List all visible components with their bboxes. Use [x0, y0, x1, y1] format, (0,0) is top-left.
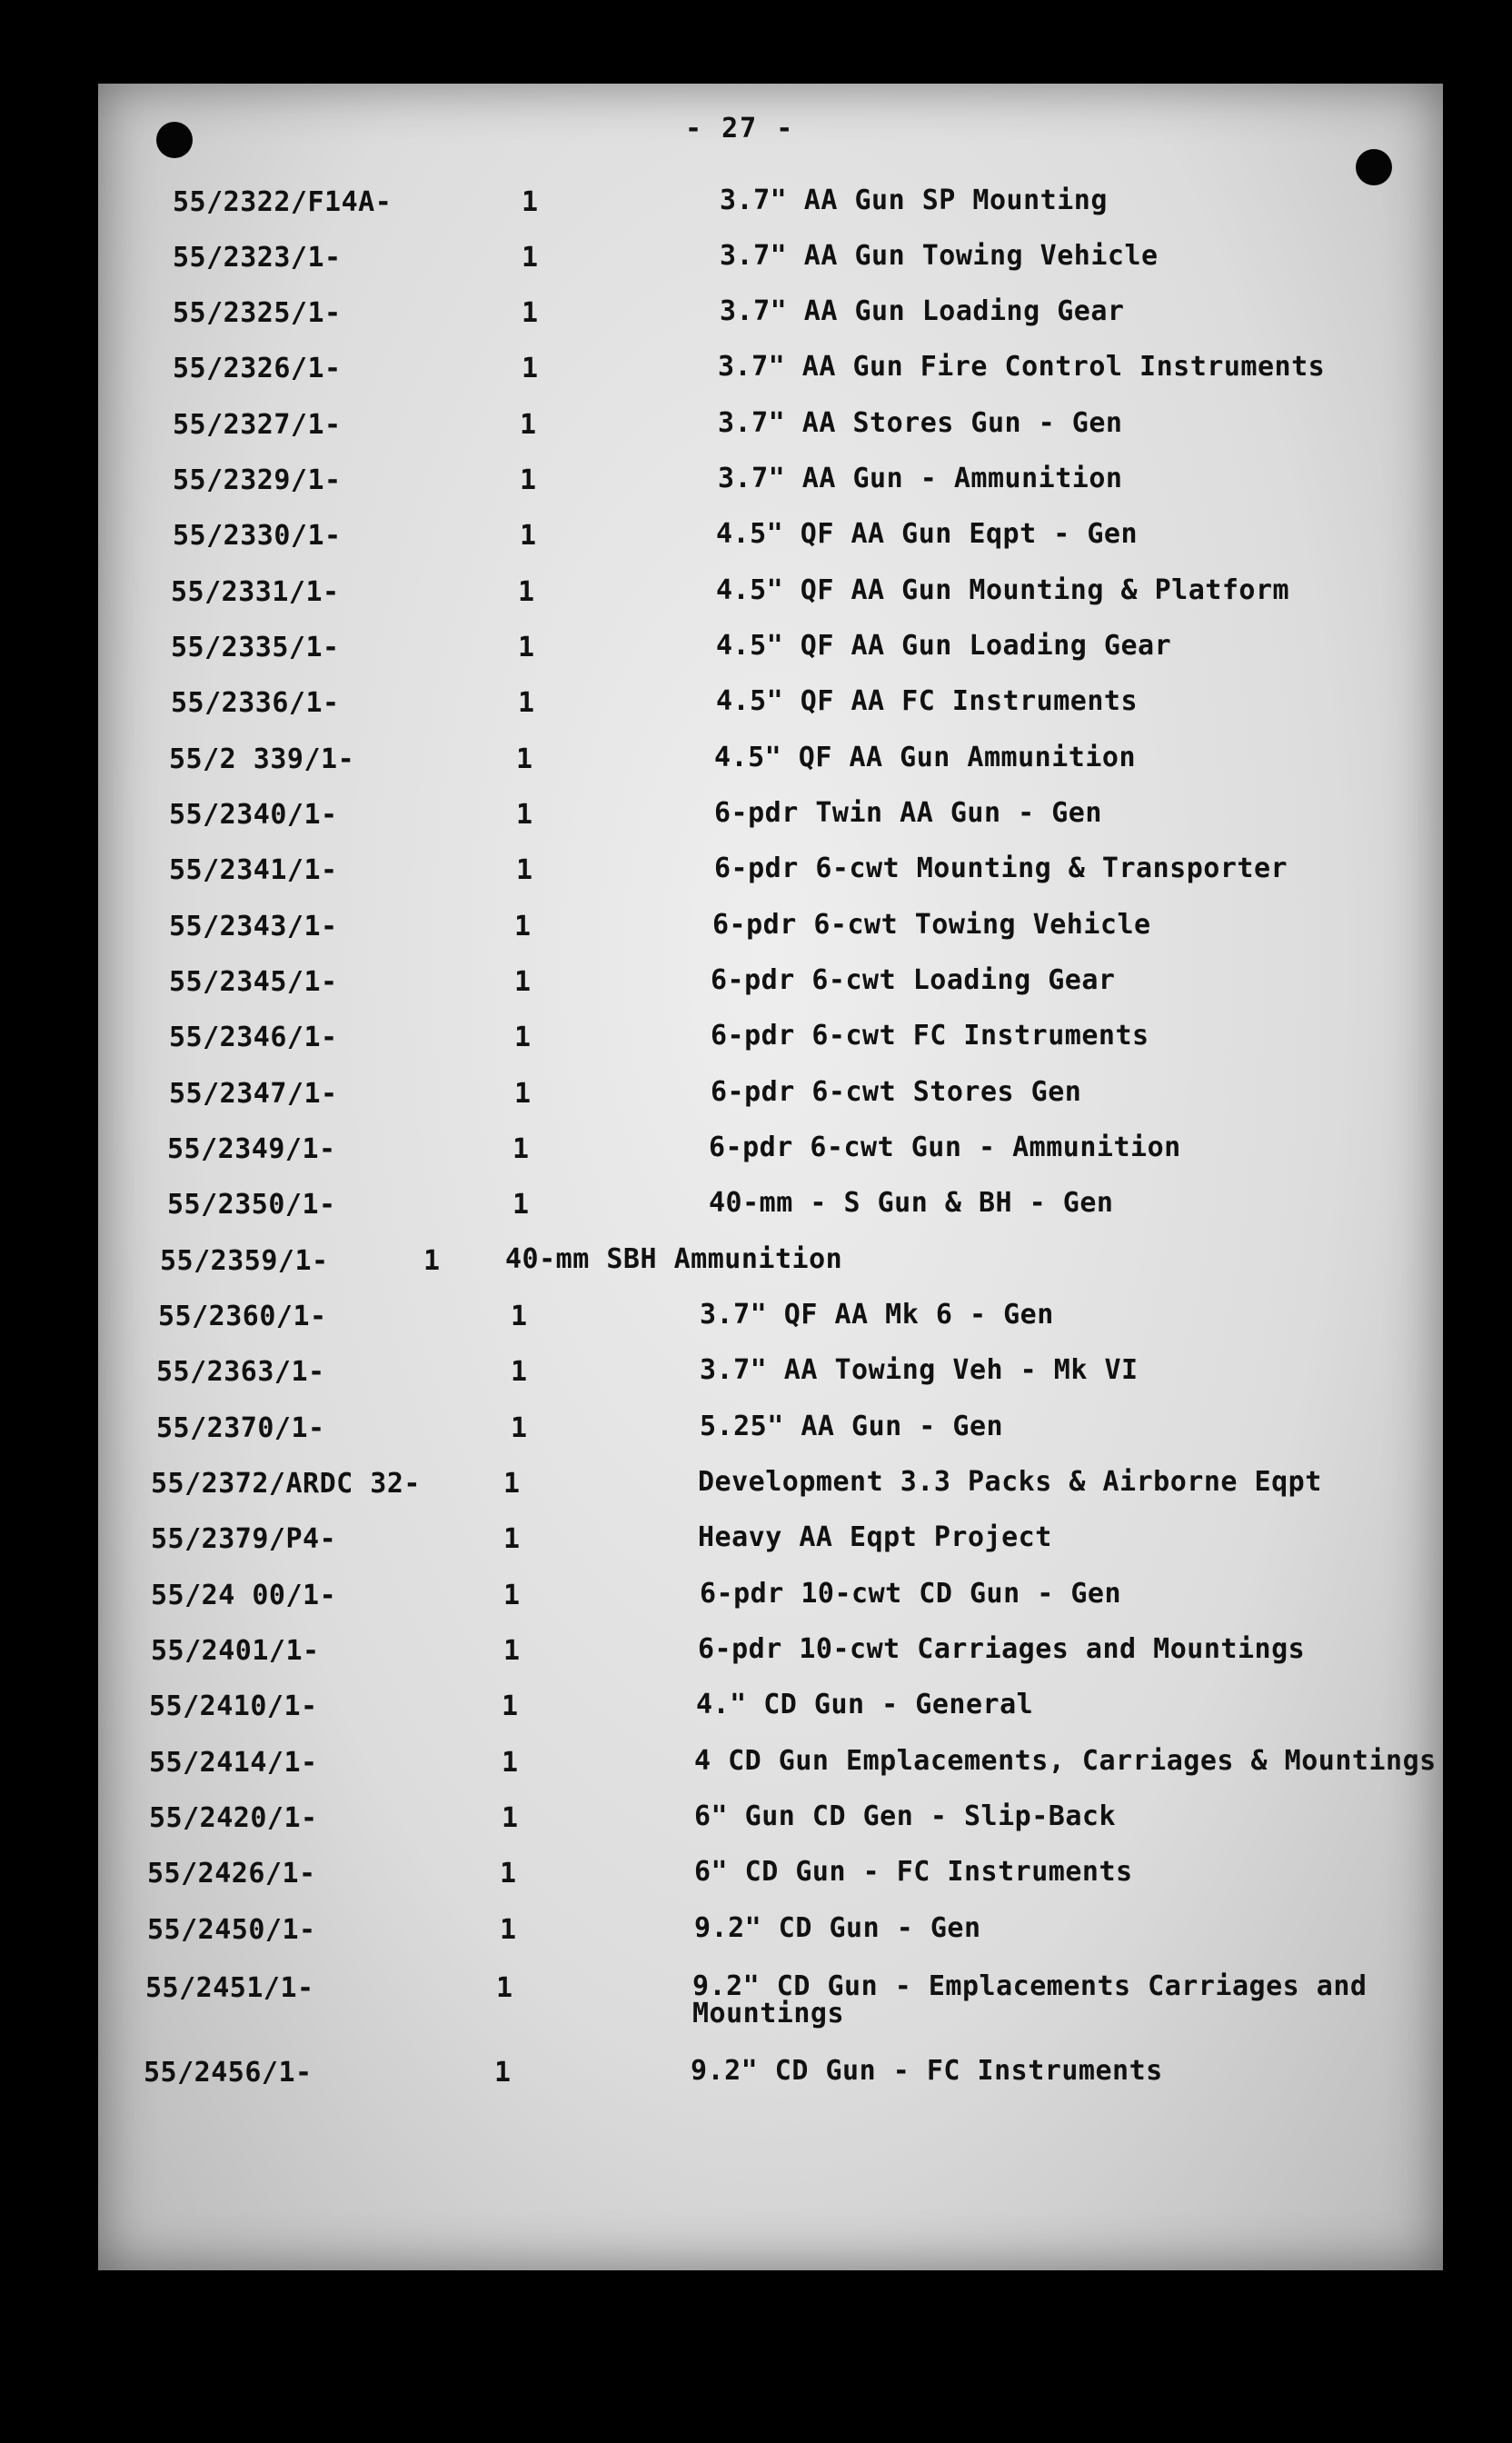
quantity: 1: [522, 242, 539, 274]
quantity: 1: [511, 1356, 528, 1388]
quantity: 1: [423, 1245, 441, 1277]
description: 3.7" AA Gun Towing Vehicle: [720, 240, 1159, 272]
quantity: 1: [500, 1914, 517, 1946]
description: 6" CD Gun - FC Instruments: [694, 1856, 1133, 1888]
quantity: 1: [494, 2057, 512, 2089]
quantity: 1: [522, 186, 539, 218]
quantity: 1: [514, 911, 532, 942]
description: 3.7" QF AA Mk 6 - Gen: [700, 1299, 1054, 1331]
file-reference: 55/2340/1-: [169, 799, 338, 831]
quantity: 1: [496, 1972, 513, 2004]
description: 9.2" CD Gun - FC Instruments: [691, 2055, 1163, 2087]
file-reference: 55/2346/1-: [169, 1022, 338, 1053]
file-reference: 55/2426/1-: [147, 1858, 316, 1890]
description: 4.5" QF AA Gun Ammunition: [714, 742, 1137, 773]
file-reference: 55/24 00/1-: [151, 1580, 337, 1611]
file-reference: 55/2330/1-: [173, 520, 342, 552]
quantity: 1: [514, 1078, 532, 1110]
description: Development 3.3 Packs & Airborne Eqpt: [698, 1466, 1322, 1498]
quantity: 1: [518, 687, 535, 719]
description: 6-pdr 10-cwt CD Gun - Gen: [700, 1578, 1122, 1610]
file-reference: 55/2379/P4-: [151, 1523, 337, 1555]
description: 4." CD Gun - General: [696, 1689, 1034, 1720]
quantity: 1: [500, 1858, 517, 1890]
file-reference: 55/2363/1-: [156, 1356, 325, 1388]
file-reference: 55/2414/1-: [149, 1747, 318, 1779]
punch-hole-right: [1356, 149, 1392, 185]
file-reference: 55/2451/1-: [145, 1972, 314, 2004]
file-reference: 55/2450/1-: [147, 1914, 316, 1946]
description: 6-pdr 10-cwt Carriages and Mountings: [698, 1633, 1306, 1665]
file-reference: 55/2336/1-: [171, 687, 340, 719]
file-reference: 55/2401/1-: [151, 1635, 320, 1667]
description: 3.7" AA Gun SP Mounting: [720, 184, 1108, 216]
description: 6-pdr 6-cwt Stores Gen: [711, 1076, 1082, 1108]
description: 4.5" QF AA Gun Loading Gear: [716, 630, 1172, 662]
file-reference: 55/2 339/1-: [169, 743, 355, 775]
quantity: 1: [512, 1189, 530, 1221]
quantity: 1: [520, 464, 537, 496]
description: 3.7" AA Towing Veh - Mk VI: [700, 1354, 1139, 1386]
quantity: 1: [520, 520, 537, 552]
quantity: 1: [514, 966, 532, 998]
description: 40-mm SBH Ammunition: [505, 1243, 843, 1275]
description: 3.7" AA Gun Loading Gear: [720, 295, 1125, 327]
quantity: 1: [516, 799, 533, 831]
quantity: 1: [502, 1802, 519, 1834]
file-reference: 55/2341/1-: [169, 854, 338, 886]
quantity: 1: [514, 1022, 532, 1053]
quantity: 1: [522, 353, 539, 384]
quantity: 1: [512, 1133, 530, 1165]
description: 4.5" QF AA Gun Mounting & Platform: [716, 574, 1290, 606]
file-reference: 55/2329/1-: [173, 464, 342, 496]
description-continuation: Mountings: [692, 1998, 845, 2029]
description: 6-pdr Twin AA Gun - Gen: [714, 797, 1102, 829]
file-reference: 55/2359/1-: [160, 1245, 329, 1277]
page-number: - 27 -: [685, 113, 795, 145]
file-reference: 55/2335/1-: [171, 632, 340, 663]
file-reference: 55/2322/F14A-: [173, 186, 393, 218]
quantity: 1: [503, 1580, 521, 1611]
file-reference: 55/2456/1-: [144, 2057, 313, 2089]
quantity: 1: [522, 297, 539, 329]
quantity: 1: [518, 576, 535, 608]
file-reference: 55/2349/1-: [167, 1133, 336, 1165]
file-reference: 55/2420/1-: [149, 1802, 318, 1834]
quantity: 1: [503, 1468, 521, 1500]
quantity: 1: [503, 1635, 521, 1667]
description: 4.5" QF AA FC Instruments: [716, 685, 1139, 717]
file-reference: 55/2345/1-: [169, 966, 338, 998]
description: 9.2" CD Gun - Emplacements Carriages and: [692, 1970, 1368, 2002]
file-reference: 55/2347/1-: [169, 1078, 338, 1110]
punch-hole-left: [156, 122, 193, 158]
file-reference: 55/2372/ARDC 32-: [151, 1468, 421, 1500]
description: 6-pdr 6-cwt Gun - Ammunition: [709, 1132, 1181, 1163]
quantity: 1: [503, 1523, 521, 1555]
description: 3.7" AA Gun Fire Control Instruments: [718, 351, 1326, 383]
file-reference: 55/2343/1-: [169, 911, 338, 942]
description: 6" Gun CD Gen - Slip-Back: [694, 1800, 1117, 1832]
quantity: 1: [516, 743, 533, 775]
file-reference: 55/2410/1-: [149, 1690, 318, 1722]
quantity: 1: [520, 409, 537, 441]
file-reference: 55/2370/1-: [156, 1412, 325, 1444]
description: 6-pdr 6-cwt FC Instruments: [711, 1020, 1149, 1052]
file-reference: 55/2326/1-: [173, 353, 342, 384]
quantity: 1: [511, 1412, 528, 1444]
file-reference: 55/2331/1-: [171, 576, 340, 608]
description: 9.2" CD Gun - Gen: [694, 1912, 981, 1944]
quantity: 1: [516, 854, 533, 886]
file-reference: 55/2350/1-: [167, 1189, 336, 1221]
file-reference: 55/2360/1-: [158, 1301, 327, 1332]
quantity: 1: [502, 1747, 519, 1779]
description: Heavy AA Eqpt Project: [698, 1521, 1052, 1553]
file-reference: 55/2325/1-: [173, 297, 342, 329]
quantity: 1: [518, 632, 535, 663]
file-reference: 55/2327/1-: [173, 409, 342, 441]
description: 3.7" AA Gun - Ammunition: [718, 463, 1123, 494]
description: 4.5" QF AA Gun Eqpt - Gen: [716, 518, 1139, 550]
description: 5.25" AA Gun - Gen: [700, 1411, 1004, 1442]
quantity: 1: [502, 1690, 519, 1722]
description: 6-pdr 6-cwt Mounting & Transporter: [714, 853, 1288, 884]
description: 6-pdr 6-cwt Loading Gear: [711, 964, 1116, 996]
description: 40-mm - S Gun & BH - Gen: [709, 1187, 1114, 1219]
description: 3.7" AA Stores Gun - Gen: [718, 407, 1123, 439]
description: 6-pdr 6-cwt Towing Vehicle: [712, 909, 1151, 941]
description: 4 CD Gun Emplacements, Carriages & Mountings: [694, 1745, 1437, 1777]
quantity: 1: [511, 1301, 528, 1332]
file-reference: 55/2323/1-: [173, 242, 342, 274]
